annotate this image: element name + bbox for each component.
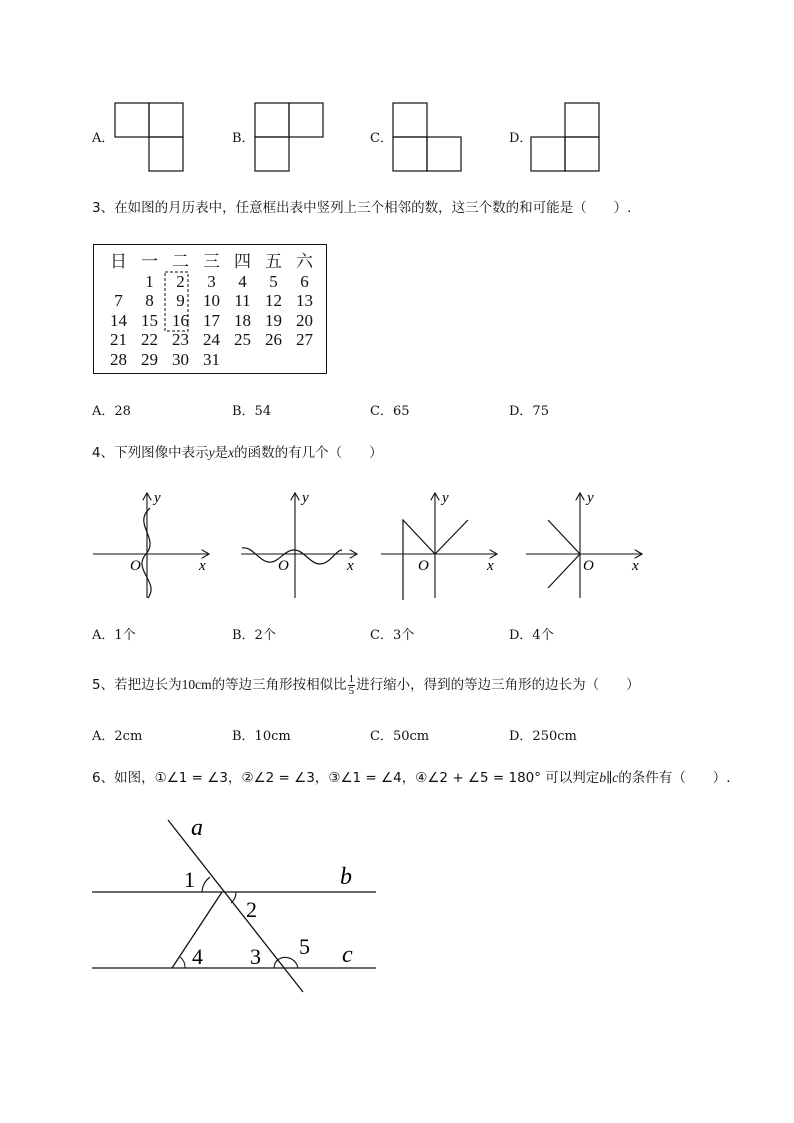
x-axis-label: x	[487, 558, 494, 574]
q4-option-a[interactable]: A．1个	[92, 628, 136, 643]
q3-stem: 3、在如图的月历表中，任意框出表中竖列上三个相邻的数，这三个数的和可能是（ ）.	[92, 200, 632, 216]
calendar-cell: 27	[296, 330, 313, 350]
calendar-header: 三	[203, 252, 220, 272]
q5-stem	[92, 670, 640, 700]
q5-option-b[interactable]: B．10cm	[232, 729, 291, 744]
q6-stem	[92, 771, 731, 786]
calendar-cell: 15	[141, 310, 158, 330]
calendar-cell: 3	[207, 271, 216, 291]
calendar-cell: 6	[300, 271, 309, 291]
q6-stem-part-a: 6、如图，①∠1 = ∠3，②∠2 = ∠3，③∠1 = ∠4，④∠2 + ∠5 = 180° 可以判定	[92, 770, 600, 786]
q4-option-d[interactable]: D．4个	[509, 628, 554, 643]
calendar-cell: 22	[141, 330, 158, 350]
q3-calendar	[93, 244, 327, 374]
q4-graph-d	[523, 490, 653, 605]
calendar-cell: 24	[203, 330, 220, 350]
q4-graph-a	[90, 490, 220, 605]
calendar-cell: 12	[265, 291, 282, 311]
calendar-cell: 18	[234, 310, 251, 330]
calendar-header: 四	[234, 252, 251, 272]
q5-stem-part-a: 5、若把边长为	[92, 677, 182, 693]
q4-var-y: y	[208, 445, 215, 460]
calendar-header-row	[103, 252, 320, 272]
calendar-row	[103, 311, 320, 331]
calendar-cell: 8	[145, 291, 154, 311]
calendar-cell: 4	[238, 271, 247, 291]
calendar-cell: 23	[172, 330, 189, 350]
label-4: 4	[192, 944, 203, 969]
origin-label: O	[278, 558, 289, 574]
calendar-header: 六	[296, 252, 313, 272]
line-a	[168, 820, 303, 992]
calendar-cell: 14	[110, 310, 127, 330]
calendar-cell	[103, 272, 134, 292]
q5-stem-part-c: 进行缩小，得到的等边三角形的边长为（ ）	[356, 677, 640, 693]
q4-stem-part-b: 是	[214, 445, 229, 461]
calendar-cell: 25	[234, 330, 251, 350]
q3-option-b[interactable]: B．54	[232, 404, 272, 419]
label-3: 3	[250, 944, 261, 969]
q2-option-c-figure	[392, 102, 464, 174]
label-5: 5	[299, 934, 310, 959]
calendar-cell: 13	[296, 291, 313, 311]
q4-stem	[92, 446, 383, 461]
q3-calendar-table	[103, 252, 320, 369]
calendar-cell: 26	[265, 330, 282, 350]
q5-value: 10cm	[181, 677, 212, 692]
calendar-header: 五	[265, 252, 282, 272]
calendar-row	[103, 272, 320, 292]
angle-arc-1	[202, 877, 210, 892]
calendar-cell	[258, 350, 289, 370]
q2-option-d-figure	[530, 102, 602, 174]
q2-option-c-letter[interactable]: C．	[370, 131, 393, 146]
calendar-cell: 2	[176, 271, 185, 291]
angle-arc-5	[279, 957, 298, 968]
calendar-cell: 31	[203, 349, 220, 369]
calendar-cell: 7	[114, 291, 123, 311]
calendar-row	[103, 350, 320, 370]
x-axis-label: x	[632, 558, 639, 574]
q2-option-a-letter[interactable]: A．	[92, 131, 115, 146]
calendar-cell: 29	[141, 349, 158, 369]
q3-option-d[interactable]: D．75	[509, 404, 549, 419]
q3-option-a[interactable]: A．28	[92, 404, 131, 419]
q5-stem-part-b: 的等边三角形按相似比	[211, 677, 347, 693]
q4-option-b[interactable]: B．2个	[232, 628, 276, 643]
y-axis-label: y	[154, 490, 161, 506]
fraction-denominator: 5	[348, 684, 355, 697]
origin-label: O	[583, 558, 594, 574]
q6-parallel: b∥c	[599, 770, 619, 785]
calendar-cell: 19	[265, 310, 282, 330]
calendar-cell: 21	[110, 330, 127, 350]
calendar-header: 二	[172, 252, 189, 272]
fraction-numerator: 1	[348, 672, 355, 685]
calendar-cell: 1	[145, 271, 154, 291]
q5-option-d[interactable]: D．250cm	[509, 729, 577, 744]
y-axis-label: y	[587, 490, 594, 506]
origin-label: O	[418, 558, 429, 574]
q4-var-x: x	[228, 445, 235, 460]
label-b: b	[340, 864, 352, 890]
calendar-cell: 16	[172, 310, 189, 330]
calendar-header: 一	[141, 252, 158, 272]
angle-arc-4	[180, 957, 185, 968]
label-a: a	[191, 815, 203, 841]
calendar-row	[103, 330, 320, 350]
label-c: c	[342, 942, 353, 968]
calendar-row	[103, 291, 320, 311]
calendar-cell: 11	[234, 291, 251, 311]
q5-option-a[interactable]: A．2cm	[92, 729, 143, 744]
q4-option-c[interactable]: C．3个	[370, 628, 415, 643]
label-2: 2	[246, 897, 257, 922]
calendar-cell: 28	[110, 349, 127, 369]
q4-stem-part-c: 的函数的有几个（ ）	[234, 445, 383, 461]
q6-figure	[88, 810, 388, 1000]
calendar-cell: 17	[203, 310, 220, 330]
calendar-cell: 10	[203, 291, 220, 311]
q4-graph-c	[378, 490, 508, 605]
y-axis-label: y	[302, 490, 309, 506]
calendar-header: 日	[110, 252, 127, 272]
x-axis-label: x	[199, 558, 206, 574]
calendar-cell: 9	[176, 291, 185, 311]
calendar-cell: 20	[296, 310, 313, 330]
q5-option-c[interactable]: C．50cm	[370, 729, 430, 744]
q4-graph-b	[238, 490, 368, 605]
curve	[242, 548, 342, 564]
q3-option-c[interactable]: C．65	[370, 404, 410, 419]
q2-option-a-figure	[114, 102, 186, 174]
q2-option-d-letter[interactable]: D．	[509, 131, 533, 146]
label-1: 1	[184, 867, 195, 892]
q6-stem-part-b: 的条件有（ ）.	[618, 770, 731, 786]
q4-stem-part-a: 4、下列图像中表示	[92, 445, 209, 461]
calendar-cell: 30	[172, 349, 189, 369]
calendar-cell: 5	[269, 271, 278, 291]
origin-label: O	[130, 558, 141, 574]
q5-fraction	[348, 674, 356, 697]
q2-option-b-figure	[254, 102, 326, 174]
q2-option-b-letter[interactable]: B．	[232, 131, 255, 146]
calendar-cell	[289, 350, 320, 370]
y-axis-label: y	[442, 490, 449, 506]
calendar-cell	[227, 350, 258, 370]
x-axis-label: x	[347, 558, 354, 574]
